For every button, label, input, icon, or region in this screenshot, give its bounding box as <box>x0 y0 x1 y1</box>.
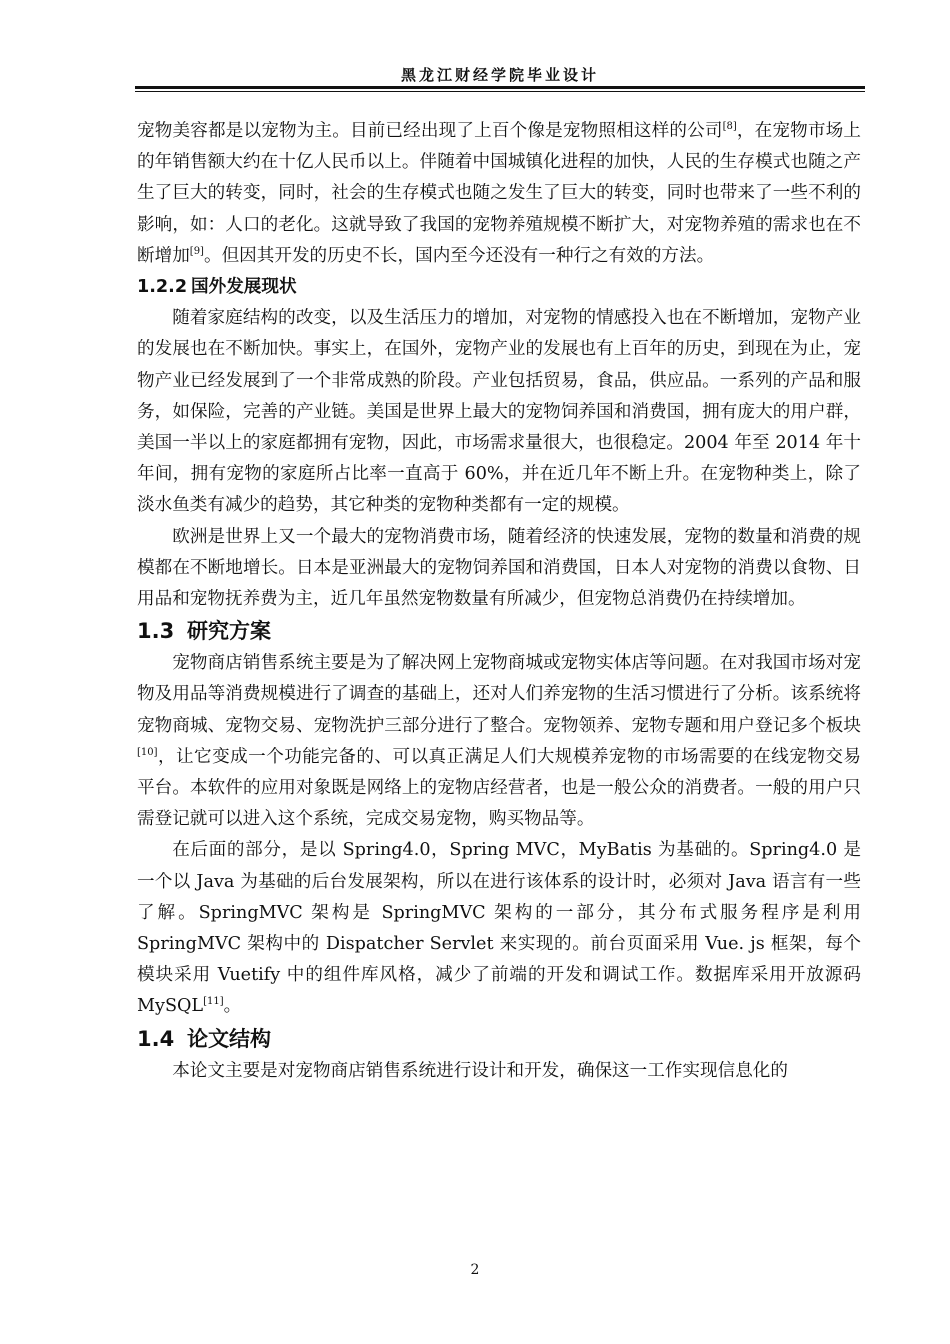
running-header: 黑龙江财经学院毕业设计 <box>400 66 599 84</box>
paragraph-5: 在后面的部分，是以 Spring4.0，Spring MVC，MyBatis 为基础的。Spring4.0 是一个以 Java 为基础的后台发展架构，所以在进行该体系的设计时，必须对 Java 语言有一些了解。SpringMVC 架构是 SpringMVC 架构的一部分，其分布式服务程序是利用 SpringMVC 架构中的 Dispatcher Servlet 来实现的。前台页面采用 Vue. js 框架，每个模块采用 Vuetify 中的组件库风格，减少了前端的开发和调试工作。数据库采用开放源码 MySQL[11]。 <box>137 840 861 1017</box>
citation-9: [9] <box>189 245 204 257</box>
paragraph-3: 欧洲是世界上又一个最大的宠物消费市场，随着经济的快速发展，宠物的数量和消费的规模都在不断地增长。日本是亚洲最大的宠物饲养国和消费国，日本人对宠物的消费以食物、日用品和宠物抚养费为主，近几年虽然宠物数量有所减少，但宠物总消费仍在持续增加。 <box>137 526 861 610</box>
paragraph-2: 随着家庭结构的改变，以及生活压力的增加，对宠物的情感投入也在不断增加，宠物产业的发展也在不断加快。事实上，在国外，宠物产业的发展也有上百年的历史，到现在为止，宠物产业已经发展到了一个非常成熟的阶段。产业包括贸易，食品，供应品。一系列的产品和服务，如保险，完善的产业链。美国是世界上最大的宠物饲养国和消费国，拥有庞大的用户群，美国一半以上的家庭都拥有宠物，因此，市场需求量很大，也很稳定。2004 年至 2014 年十年间，拥有宠物的家庭所占比率一直高于 60%，并在近几年不断上升。在宠物种类上，除了淡水鱼类有减少的趋势，其它种类的宠物种类都有一定的规模。 <box>137 308 861 516</box>
citation-10: [10] <box>137 747 158 758</box>
paragraph-6: 本论文主要是对宠物商店销售系统进行设计和开发，确保这一工作实现信息化的 <box>172 1060 788 1081</box>
header-rule-thin <box>135 91 865 92</box>
section-heading-1-2-2: 1.2.2 国外发展现状 <box>137 277 297 298</box>
section-heading-1-4: 1.4 论文结构 <box>137 1026 271 1051</box>
body-text <box>137 116 861 1087</box>
header-rule-thick <box>135 86 865 89</box>
paragraph-4: 宠物商店销售系统主要是为了解决网上宠物商城或宠物实体店等问题。在对我国市场对宠物及用品等消费规模进行了调查的基础上，还对人们养宠物的生活习惯进行了分析。该系统将宠物商城、宠物交易、宠物洗护三部分进行了整合。宠物领养、宠物专题和用户登记多个板块[10]，让它变成一个功能完备的、可以真正满足人们大规模养宠物的市场需要的在线宠物交易平台。本软件的应用对象既是网络上的宠物店经营者，也是一般公众的消费者。一般的用户只需登记就可以进入这个系统，完成交易宠物，购买物品等。 <box>137 653 861 830</box>
citation-8: [8] <box>722 121 737 133</box>
paragraph-1: 宠物美容都是以宠物为主。目前已经出现了上百个像是宠物照相这样的公司[8]，在宠物市场上的年销售额大约在十亿人民币以上。伴随着中国城镇化进程的加快，人民的生存模式也随之产生了巨大的转变，同时，社会的生存模式也随之发生了巨大的转变，同时也带来了一些不利的影响，如：人口的老化。这就导致了我国的宠物养殖规模不断扩大，对宠物养殖的需求也在不断增加[9]。但因其开发的历史不长，国内至今还没有一种行之有效的方法。 <box>137 121 861 266</box>
page-number: 2 <box>470 1262 480 1278</box>
section-heading-1-3: 1.3 研究方案 <box>137 619 271 644</box>
citation-11: [11] <box>203 996 224 1008</box>
